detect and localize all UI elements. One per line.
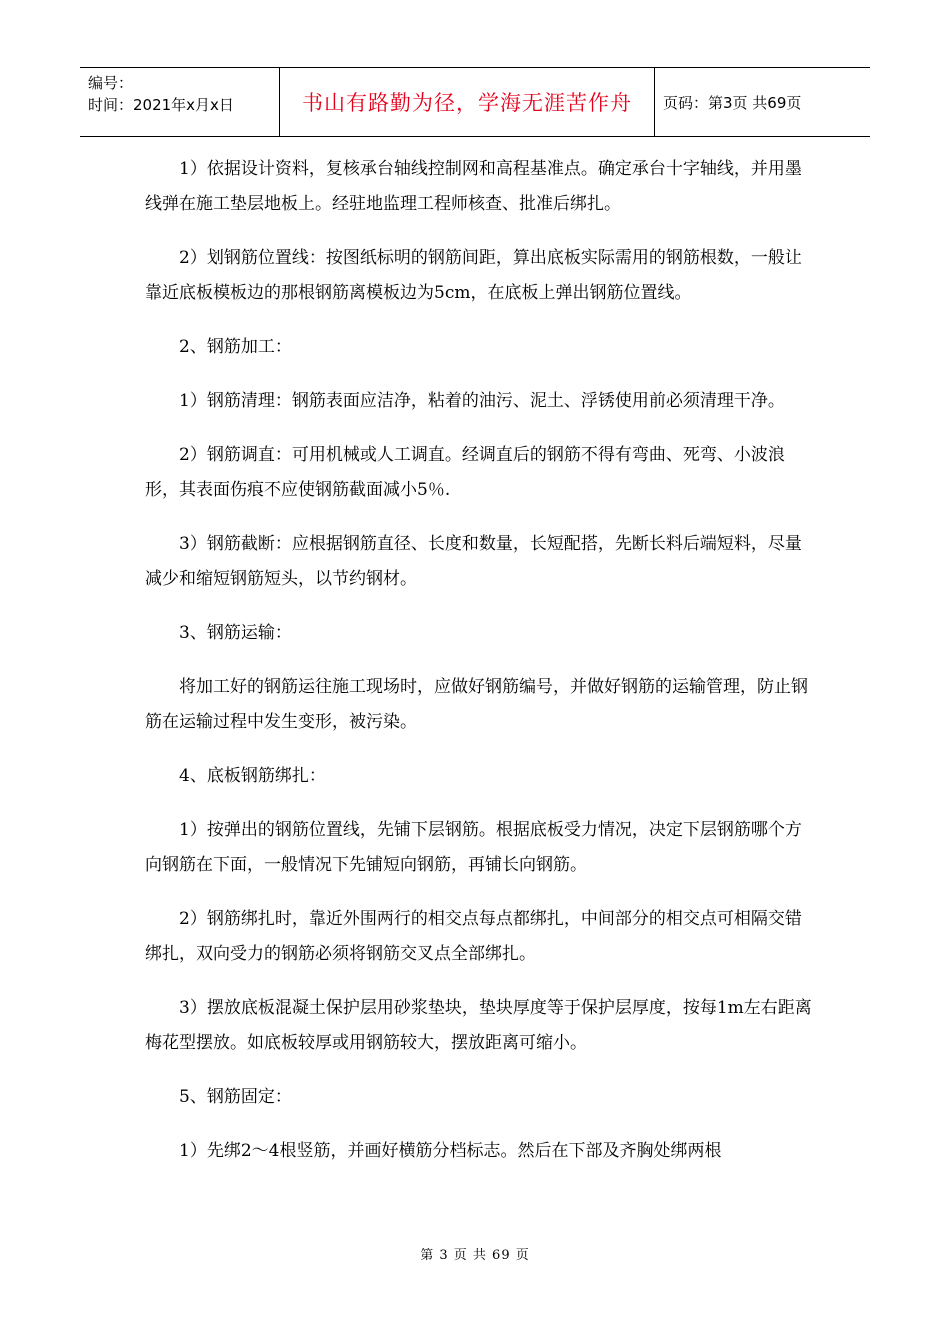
- paragraph: 1）依据设计资料，复核承台轴线控制网和高程基准点。确定承台十字轴线，并用墨线弹在施工垫层地板上。经驻地监理工程师核查、批准后绑扎。: [145, 159, 802, 214]
- document-time-label: 时间：2021年x月x日: [88, 96, 234, 114]
- section-heading: 5、钢筋固定：: [179, 1087, 292, 1107]
- page-header: [80, 67, 870, 137]
- paragraph: 1）先绑2～4根竖筋，并画好横筋分档标志。然后在下部及齐胸处绑两根: [179, 1141, 722, 1161]
- paragraph: 1）钢筋清理：钢筋表面应洁净，粘着的油污、泥土、浮锈使用前必须清理干净。: [179, 391, 785, 411]
- paragraph: 3）钢筋截断：应根据钢筋直径、长度和数量，长短配搭，先断长料后端短料，尽量减少和缩短钢筋短头，以节约钢材。: [145, 534, 802, 589]
- paragraph: 1）按弹出的钢筋位置线，先铺下层钢筋。根据底板受力情况，决定下层钢筋哪个方向钢筋在下面，一般情况下先铺短向钢筋，再铺长向钢筋。: [145, 820, 802, 875]
- paragraph: 将加工好的钢筋运往施工现场时，应做好钢筋编号，并做好钢筋的运输管理，防止钢筋在运输过程中发生变形，被污染。: [145, 677, 808, 732]
- header-motto: 书山有路勤为径，学海无涯苦作舟: [280, 68, 655, 136]
- paragraph: 2）钢筋调直：可用机械或人工调直。经调直后的钢筋不得有弯曲、死弯、小波浪形，其表面伤痕不应使钢筋截面减小5％.: [145, 445, 785, 500]
- paragraph: 2）划钢筋位置线：按图纸标明的钢筋间距，算出底板实际需用的钢筋根数，一般让靠近底板模板边的那根钢筋离模板边为5cm，在底板上弹出钢筋位置线。: [145, 248, 802, 303]
- page-footer: 第 3 页 共 69 页: [420, 1248, 530, 1263]
- paragraph: 3）摆放底板混凝土保护层用砂浆垫块，垫块厚度等于保护层厚度，按每1m左右距离梅花型摆放。如底板较厚或用钢筋较大，摆放距离可缩小。: [145, 998, 812, 1053]
- paragraph: 2）钢筋绑扎时，靠近外围两行的相交点每点都绑扎，中间部分的相交点可相隔交错绑扎，双向受力的钢筋必须将钢筋交叉点全部绑扎。: [145, 909, 802, 964]
- header-page-code: 页码：第3页 共69页: [663, 93, 802, 112]
- section-heading: 4、底板钢筋绑扎：: [179, 766, 326, 786]
- document-number-label: 编号：: [88, 74, 134, 92]
- header-meta: [80, 68, 280, 136]
- document-body: [145, 152, 815, 1188]
- section-heading: 3、钢筋运输：: [179, 623, 292, 643]
- section-heading: 2、钢筋加工：: [179, 337, 292, 357]
